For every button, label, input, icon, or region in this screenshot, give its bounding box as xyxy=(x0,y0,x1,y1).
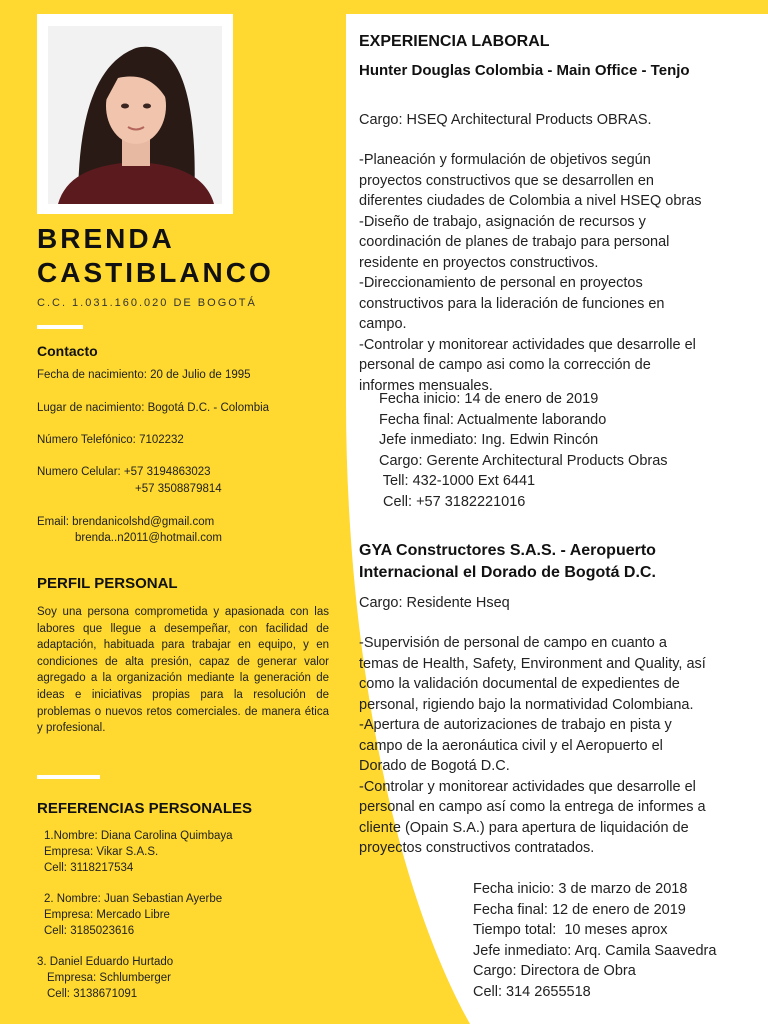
profile-text: Soy una persona comprometida y apasionada con las labores que llegue a desempeñar, con facilidad de adaptación, habituada para trabajar en equipo, y en condiciones de alta presión, capaz de generar valor agregado a la organización mediante la generación de ideas e iniciativas propias para la resolución de problemas o nuevos retos comerciales. de manera ética y profesional. xyxy=(37,606,329,735)
job2-company-line: GYA Constructores S.A.S. - Aeropuerto xyxy=(359,542,656,559)
job2-desc-line: personal en campo así como la entrega de informes a xyxy=(359,799,706,815)
reference-name: 3. Daniel Eduardo Hurtado xyxy=(37,956,174,968)
job2-role: Cargo: Residente Hseq xyxy=(359,595,510,611)
job2-desc-line: -Supervisión de personal de campo en cuanto a xyxy=(359,635,667,651)
birth-place: Lugar de nacimiento: Bogotá D.C. - Colombia xyxy=(37,402,270,414)
reference-company: Empresa: Schlumberger xyxy=(47,972,171,984)
email-2[interactable]: brenda..n2011@hotmail.com xyxy=(75,532,222,544)
job1-boss-role: Cargo: Gerente Architectural Products Obras xyxy=(379,452,668,469)
reference-cell: Cell: 3185023616 xyxy=(44,925,135,937)
job1-end-date: Fecha final: Actualmente laborando xyxy=(379,411,607,428)
job2-desc-line: Dorado de Bogotá D.C. xyxy=(359,758,510,774)
job1-role: Cargo: HSEQ Architectural Products OBRAS. xyxy=(359,112,652,128)
job1-desc-line: -Planeación y formulación de objetivos según xyxy=(359,152,651,168)
job1-tel: Tell: 432-1000 Ext 6441 xyxy=(379,473,536,489)
job2-company-line: Internacional el Dorado de Bogotá D.C. xyxy=(359,564,656,581)
job1-company: Hunter Douglas Colombia - Main Office - Tenjo xyxy=(359,62,690,79)
job2-desc-line: campo de la aeronáutica civil y el Aeropuerto el xyxy=(359,737,663,754)
cell-number-1: Numero Celular: +57 3194863023 xyxy=(37,466,211,478)
job2-desc-line: cliente (Opain S.A.) para apertura de liquidación de xyxy=(359,819,689,836)
email-1[interactable]: Email: brendanicolshd@gmail.com xyxy=(37,516,215,528)
job1-details xyxy=(379,389,668,512)
job1-cell: Cell: +57 3182221016 xyxy=(379,493,526,510)
job2-details xyxy=(473,879,716,1002)
reference-1 xyxy=(44,828,233,876)
job2-desc-line: -Apertura de autorizaciones de trabajo en pista y xyxy=(359,717,672,733)
job1-desc-line: -Controlar y monitorear actividades que desarrolle el xyxy=(359,336,696,353)
reference-2 xyxy=(44,891,222,939)
profile-photo-frame xyxy=(37,14,233,214)
job2-start-date: Fecha inicio: 3 de marzo de 2018 xyxy=(473,881,688,897)
job1-description xyxy=(359,150,702,396)
profile-heading: PERFIL PERSONAL xyxy=(37,575,178,592)
job1-desc-line: constructivos para la lideración de funciones en xyxy=(359,295,665,312)
job2-desc-line: como la validación documental de expedientes de xyxy=(359,676,680,692)
job2-cell: Cell: 314 2655518 xyxy=(473,983,591,1000)
divider-2 xyxy=(37,775,100,779)
phone-number: Número Telefónico: 7102232 xyxy=(37,434,184,446)
job1-desc-line: -Diseño de trabajo, asignación de recursos y xyxy=(359,213,646,230)
contact-heading: Contacto xyxy=(37,343,98,359)
full-name xyxy=(37,222,274,290)
job2-desc-line: -Controlar y monitorear actividades que desarrolle el xyxy=(359,778,696,795)
job1-desc-line: diferentes ciudades de Colombia a nivel HSEQ obras xyxy=(359,193,702,209)
job2-desc-line: temas de Health, Safety, Environment and Quality, así xyxy=(359,655,706,672)
job1-boss: Jefe inmediato: Ing. Edwin Rincón xyxy=(379,432,599,448)
reference-company: Empresa: Mercado Libre xyxy=(44,909,170,921)
job1-desc-line: coordinación de planes de trabajo para personal xyxy=(359,234,670,250)
reference-cell: Cell: 3118217534 xyxy=(44,862,134,874)
reference-company: Empresa: Vikar S.A.S. xyxy=(44,846,159,858)
id-number: C.C. 1.031.160.020 DE BOGOTÁ xyxy=(37,297,257,309)
job1-desc-line: proyectos constructivos que se desarrollen en xyxy=(359,172,654,189)
reference-name: 1.Nombre: Diana Carolina Quimbaya xyxy=(44,830,233,842)
job2-description xyxy=(359,633,706,859)
experience-heading: EXPERIENCIA LABORAL xyxy=(359,33,550,50)
references-heading: REFERENCIAS PERSONALES xyxy=(37,800,253,817)
job1-desc-line: informes mensuales. xyxy=(359,377,493,394)
job2-company xyxy=(359,540,656,584)
divider-1 xyxy=(37,325,83,329)
reference-name: 2. Nombre: Juan Sebastian Ayerbe xyxy=(44,893,223,905)
reference-cell: Cell: 3138671091 xyxy=(47,988,138,1000)
job2-desc-line: proyectos constructivos contratados. xyxy=(359,840,595,856)
job1-desc-line: -Direccionamiento de personal en proyectos xyxy=(359,275,643,291)
cell-number-2: +57 3508879814 xyxy=(135,483,222,495)
reference-3 xyxy=(37,954,173,1002)
job1-desc-line: residente en proyectos constructivos. xyxy=(359,254,599,271)
job2-boss: Jefe inmediato: Arq. Camila Saavedra xyxy=(473,942,717,959)
job1-desc-line: campo. xyxy=(359,316,407,332)
job2-end-date: Fecha final: 12 de enero de 2019 xyxy=(473,901,686,918)
birth-date: Fecha de nacimiento: 20 de Julio de 1995 xyxy=(37,369,251,381)
job2-boss-role: Cargo: Directora de Obra xyxy=(473,963,636,979)
profile-photo xyxy=(48,26,222,204)
job1-start-date: Fecha inicio: 14 de enero de 2019 xyxy=(379,391,599,407)
job2-desc-line: personal, rigiendo bajo la normatividad Colombiana. xyxy=(359,696,694,713)
job1-desc-line: personal de campo asi como la corrección de xyxy=(359,357,651,373)
first-name: BRENDA xyxy=(37,223,175,254)
last-name: CASTIBLANCO xyxy=(37,257,274,288)
job2-total-time: Tiempo total: 10 meses aprox xyxy=(473,922,668,938)
